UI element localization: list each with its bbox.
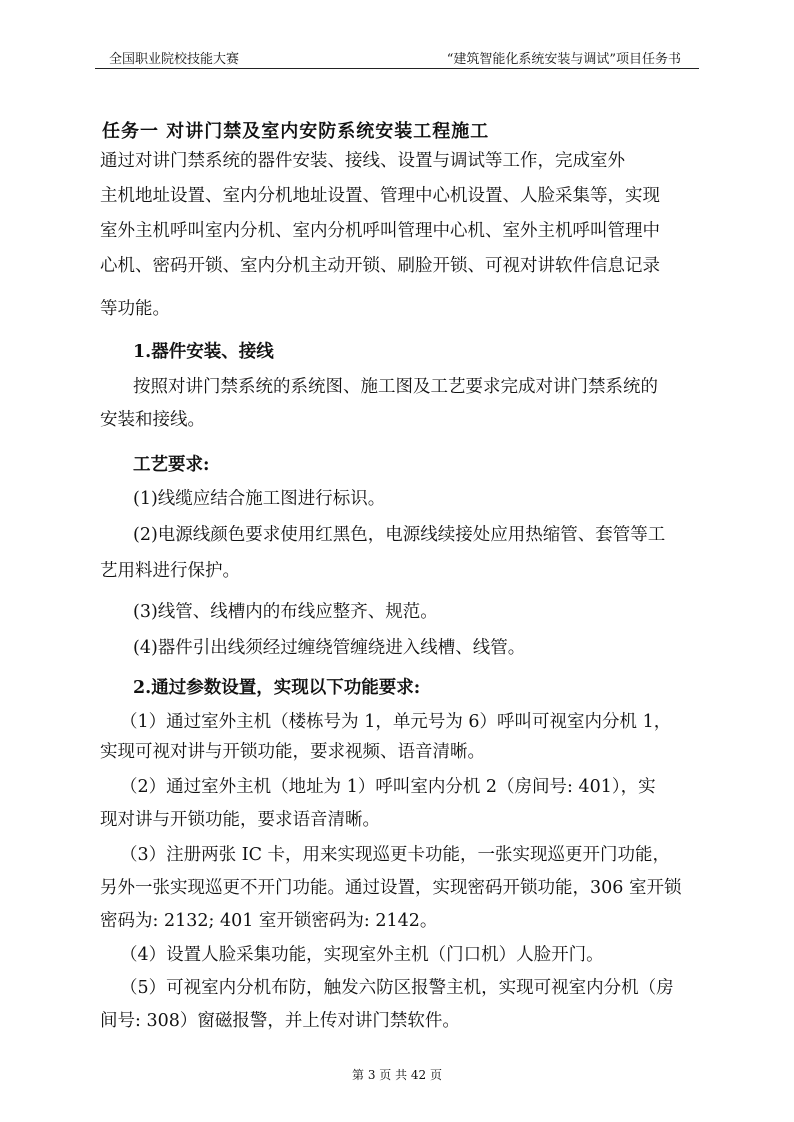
section1-desc-line: 按照对讲门禁系统的系统图、施工图及工艺要求完成对讲门禁系统的 xyxy=(133,377,658,397)
function-item-cont: 间号: 308）窗磁报警，并上传对讲门禁软件。 xyxy=(100,1011,460,1031)
page-header xyxy=(95,44,699,69)
function-item-cont: 现对讲与开锁功能，要求语音清晰。 xyxy=(100,810,380,830)
function-item-cont: 密码为: 2132; 401 室开锁密码为: 2142。 xyxy=(100,911,438,931)
task-title: 任务一 对讲门禁及室内安防系统安装工程施工 xyxy=(102,121,490,142)
function-item-cont: 另外一张实现巡更不开门功能。通过设置，实现密码开锁功能，306 室开锁 xyxy=(100,878,682,898)
requirement-item: (3)线管、线槽内的布线应整齐、规范。 xyxy=(133,602,438,622)
function-item-cont: 实现可视对讲与开锁功能，要求视频、语音清晰。 xyxy=(100,742,485,762)
requirement-item-cont: 艺用料进行保护。 xyxy=(100,561,240,581)
intro-line: 主机地址设置、室内分机地址设置、管理中心机设置、人脸采集等，实现 xyxy=(100,186,660,206)
header-project-title: “建筑智能化系统安装与调试”项目任务书 xyxy=(446,52,681,67)
requirement-item: (4)器件引出线须经过缠绕管缠绕进入线槽、线管。 xyxy=(133,638,526,658)
function-item: （1）通过室外主机（楼栋号为 1，单元号为 6）呼叫可视室内分机 1， xyxy=(120,712,672,732)
function-item: （4）设置人脸采集功能，实现室外主机（门口机）人脸开门。 xyxy=(120,945,604,965)
section1-heading: 1.器件安装、接线 xyxy=(133,342,274,362)
craft-requirements-title: 工艺要求: xyxy=(133,455,210,475)
function-item: （5）可视室内分机布防，触发六防区报警主机，实现可视室内分机（房 xyxy=(120,978,674,998)
section1-desc-line: 安装和接线。 xyxy=(100,410,205,430)
intro-line: 等功能。 xyxy=(100,299,170,319)
intro-line: 通过对讲门禁系统的器件安装、接线、设置与调试等工作，完成室外 xyxy=(100,151,625,171)
requirement-item: (1)线缆应结合施工图进行标识。 xyxy=(133,489,386,509)
section2-heading: 2.通过参数设置，实现以下功能要求: xyxy=(133,678,421,698)
requirement-item: (2)电源线颜色要求使用红黑色，电源线续接处应用热缩管、套管等工 xyxy=(133,525,666,545)
function-item: （2）通过室外主机（地址为 1）呼叫室内分机 2（房间号: 401），实 xyxy=(120,777,656,797)
function-item: （3）注册两张 IC 卡，用来实现巡更卡功能，一张实现巡更开门功能， xyxy=(120,845,671,865)
page-number: 第 3 页 共 42 页 xyxy=(352,1068,442,1082)
header-competition-name: 全国职业院校技能大赛 xyxy=(109,52,240,67)
intro-line: 心机、密码开锁、室内分机主动开锁、刷脸开锁、可视对讲软件信息记录 xyxy=(100,256,660,276)
intro-line: 室外主机呼叫室内分机、室内分机呼叫管理中心机、室外主机呼叫管理中 xyxy=(100,221,660,241)
